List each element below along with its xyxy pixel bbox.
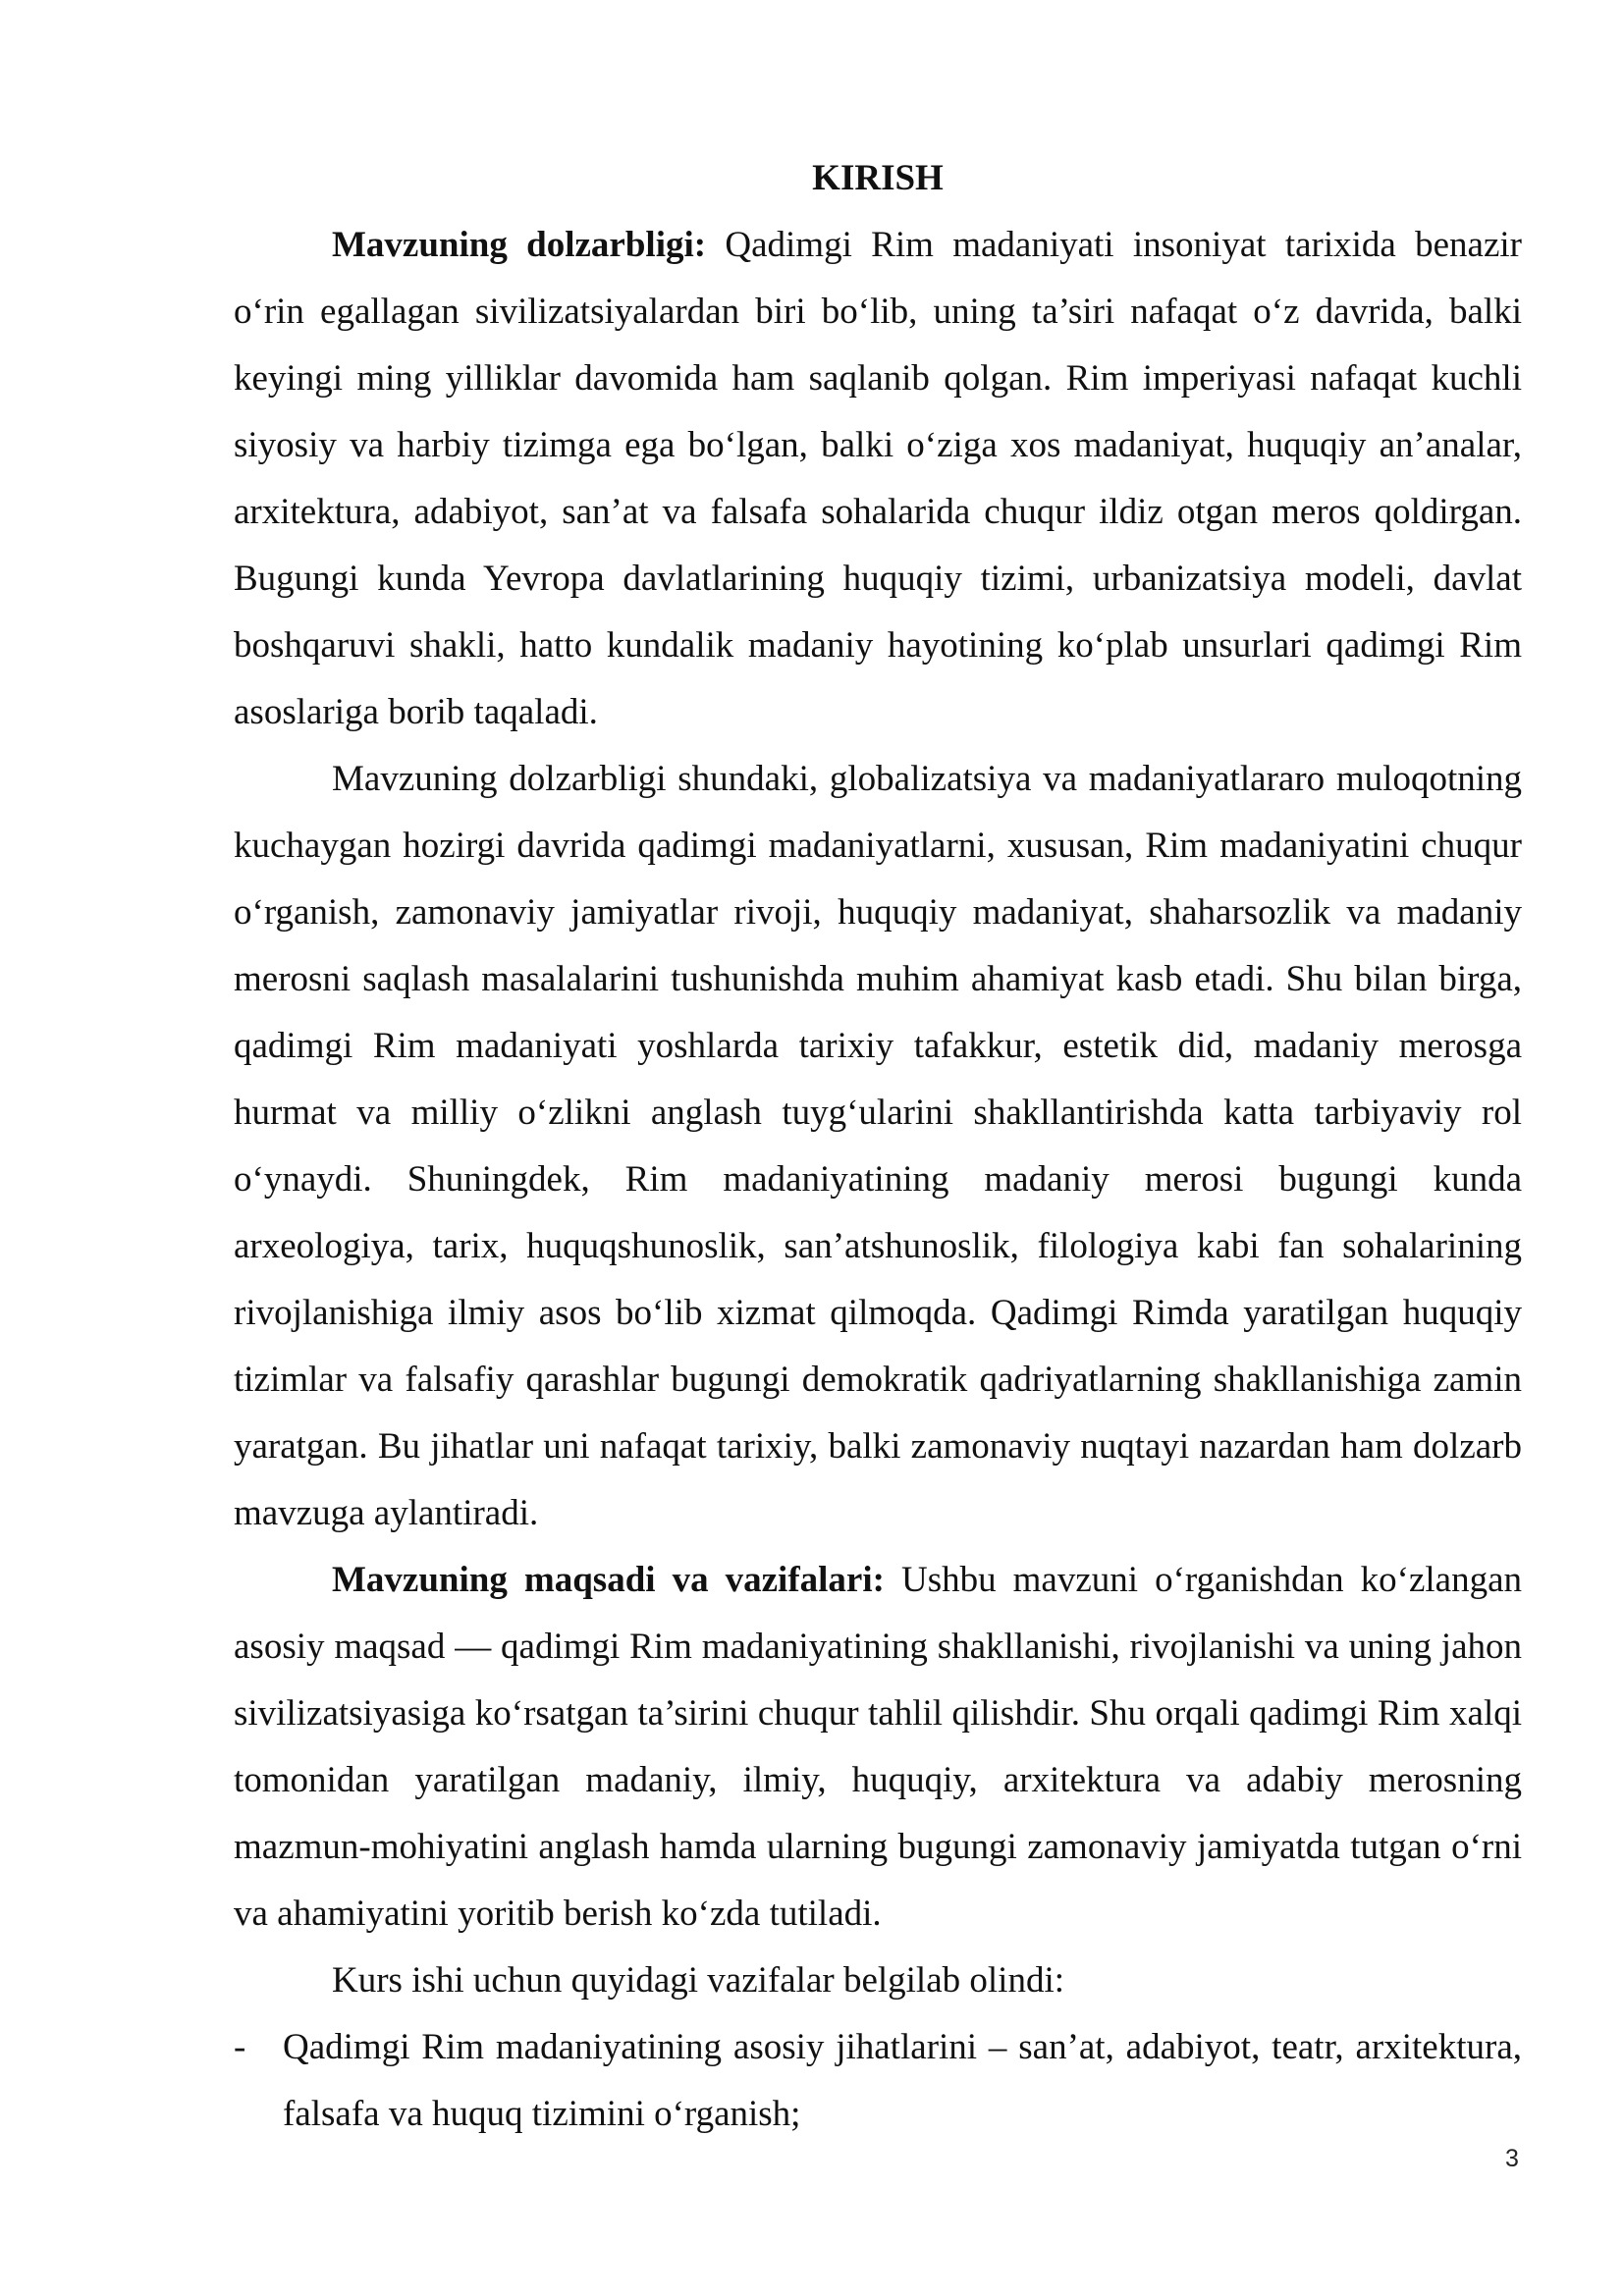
paragraph-text: Mavzuning dolzarbligi shundaki, globalizatsiya va madaniyatlararo muloqotning kuchaygan hozirgi davrida qadimgi madaniyatlarni, xususan, Rim madaniyatini chuqur o‘rganish, zamonaviy jamiyatlar rivoji, huquqiy madaniyat, shaharsozlik va madaniy merosni saqlash masalalarini tushunishda muhim ahamiyat kasb etadi. Shu bilan birga, qadimgi Rim madaniyati yoshlarda tarixiy tafakkur, estetik did, madaniy merosga hurmat va milliy o‘zlikni anglash tuyg‘ularini shakllantirishda katta tarbiyaviy rol o‘ynaydi. Shuningdek, Rim madaniyatining madaniy merosi bugungi kunda arxeologiya, tarix, huquqshunoslik, san’atshunoslik, filologiya kabi fan sohalarining rivojlanishiga ilmiy asos bo‘lib xizmat qilmoqda. Qadimgi Rimda yaratilgan huquqiy tizimlar va falsafiy qarashlar bugungi demokratik qadriyatlarning shakllanishiga zamin yaratgan. Bu jihatlar uni nafaqat tarixiy, balki zamonaviy nuqtayi nazardan ham dolzarb mavzuga aylantiradi. [234, 759, 1522, 1533]
page-number: 3 [1505, 2145, 1519, 2172]
page-heading: KIRISH [812, 158, 944, 198]
paragraph-relevance [234, 212, 1522, 746]
paragraph-goals [234, 1547, 1522, 1948]
list-item-text: Qadimgi Rim madaniyatining asosiy jihatlarini – san’at, adabiyot, teatr, arxitektura, falsafa va huquq tizimini o‘rganish; [283, 2027, 1522, 2134]
page-body [234, 145, 1522, 2148]
paragraph-lead: Mavzuning maqsadi va vazifalari: [332, 1560, 885, 1600]
list-item [234, 2014, 1522, 2148]
paragraph-text: Ushbu mavzuni o‘rganishdan ko‘zlangan asosiy maqsad — qadimgi Rim madaniyatining shakllanishi, rivojlanishi va uning jahon sivilizatsiyasiga ko‘rsatgan ta’sirini chuqur tahlil qilishdir. Shu orqali qadimgi Rim xalqi tomonidan yaratilgan madaniy, ilmiy, huquqiy, arxitektura va adabiy merosning mazmun-mohiyatini anglash hamda ularning bugungi zamonaviy jamiyatda tutgan o‘rni va ahamiyatini yoritib berish ko‘zda tutiladi. [234, 1560, 1522, 1934]
list-bullet: - [234, 2027, 246, 2067]
paragraph-text: Kurs ishi uchun quyidagi vazifalar belgilab olindi: [332, 1960, 1064, 2001]
paragraph-text: Qadimgi Rim madaniyati insoniyat tarixida benazir o‘rin egallagan sivilizatsiyalardan biri bo‘lib, uning ta’siri nafaqat o‘z davrida, balki keyingi ming yilliklar davomida ham saqlanib qolgan. Rim imperiyasi nafaqat kuchli siyosiy va harbiy tizimga ega bo‘lgan, balki o‘ziga xos madaniyat, huquqiy an’analar, arxitektura, adabiyot, san’at va falsafa sohalarida chuqur ildiz otgan meros qoldirgan. Bugungi kunda Yevropa davlatlarining huquqiy tizimi, urbanizatsiya modeli, davlat boshqaruvi shakli, hatto kundalik madaniy hayotining ko‘plab unsurlari qadimgi Rim asoslariga borib taqaladi. [234, 225, 1522, 732]
paragraph-relevance-continued [234, 746, 1522, 1547]
paragraph-tasks-intro [234, 1948, 1522, 2014]
paragraph-lead: Mavzuning dolzarbligi: [332, 225, 707, 265]
tasks-list [234, 2014, 1522, 2148]
